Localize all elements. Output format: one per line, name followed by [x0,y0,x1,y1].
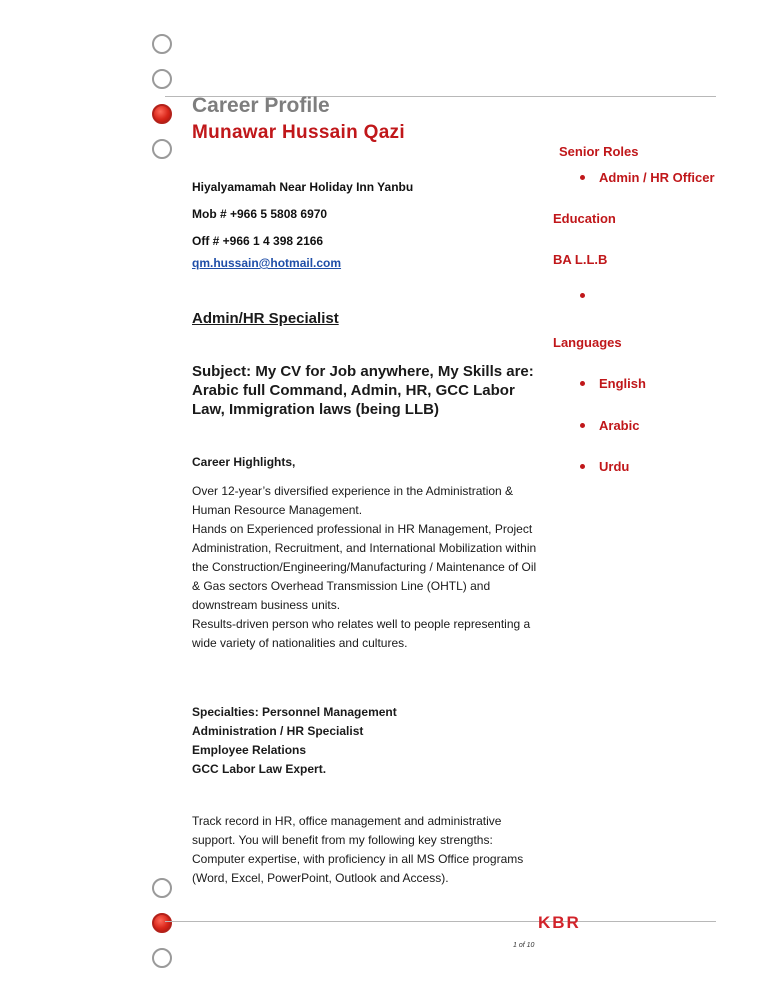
career-highlights-heading: Career Highlights, [192,455,296,469]
specialty-item: Employee Relations [192,743,307,757]
subject-text: Subject: My CV for Job anywhere, My Skills are: Arabic full Command, Admin, HR, GCC Labor Law, Immigration laws (being LLB) [192,363,534,418]
kbr-logo: KBR [538,913,581,932]
bullet-icon [580,423,585,428]
track-record-text: Track record in HR, office management and administrative support. You will benefit from my following key strengths: Computer expertise, with proficiency in all MS Office programs (Word, Excel, PowerPoint, Outlook and Access). [192,814,524,885]
page-title: Career Profile [192,94,330,117]
senior-roles-heading: Senior Roles [559,144,639,159]
language-item: Urdu [580,459,629,474]
footer-divider [165,921,716,922]
career-highlights-text: Over 12-year’s diversified experience in the Administration & Human Resource Management. Hands on Experienced professional in HR Management, Project Administration, Recruitment, and International Mobilization within the Construction/Engineering/Manufacturing / Maintenance of Oil & Gas sectors Overhead Transmission Line (OHTL) and downstream business units. Results-driven person who relates well to people representing a wide variety of nationalities and cultures. [192,484,537,650]
degree-text: BA L.L.B [553,252,608,267]
binder-ring-icon [152,69,172,89]
bullet-icon [580,293,585,298]
bullet-icon [580,175,585,180]
bullet-icon [580,381,585,386]
specialties-list [192,703,397,779]
binder-ring-red-icon [152,104,172,124]
binder-ring-icon [152,34,172,54]
office-phone-line: Off # +966 1 4 398 2166 [192,234,324,248]
senior-role-item: Admin / HR Officer [580,170,715,185]
role-heading: Admin/HR Specialist [192,310,339,327]
binder-ring-icon [152,878,172,898]
specialty-item: GCC Labor Law Expert. [192,762,327,776]
candidate-name: Munawar Hussain Qazi [192,122,405,143]
languages-heading: Languages [553,335,622,350]
education-item [580,293,599,298]
mobile-line: Mob # +966 5 5808 6970 [192,207,328,221]
binder-ring-red-icon [152,913,172,933]
page-number: 1 of 10 [513,942,535,949]
binder-ring-icon [152,948,172,968]
education-heading: Education [553,211,616,226]
language-item: Arabic [580,418,639,433]
specialty-item: Administration / HR Specialist [192,724,364,738]
bullet-icon [580,464,585,469]
specialty-item: Specialties: Personnel Management [192,705,397,719]
language-item: English [580,376,646,391]
binder-ring-icon [152,139,172,159]
address-line: Hiyalyamamah Near Holiday Inn Yanbu [192,180,414,194]
email-link[interactable]: qm.hussain@hotmail.com [192,256,342,270]
